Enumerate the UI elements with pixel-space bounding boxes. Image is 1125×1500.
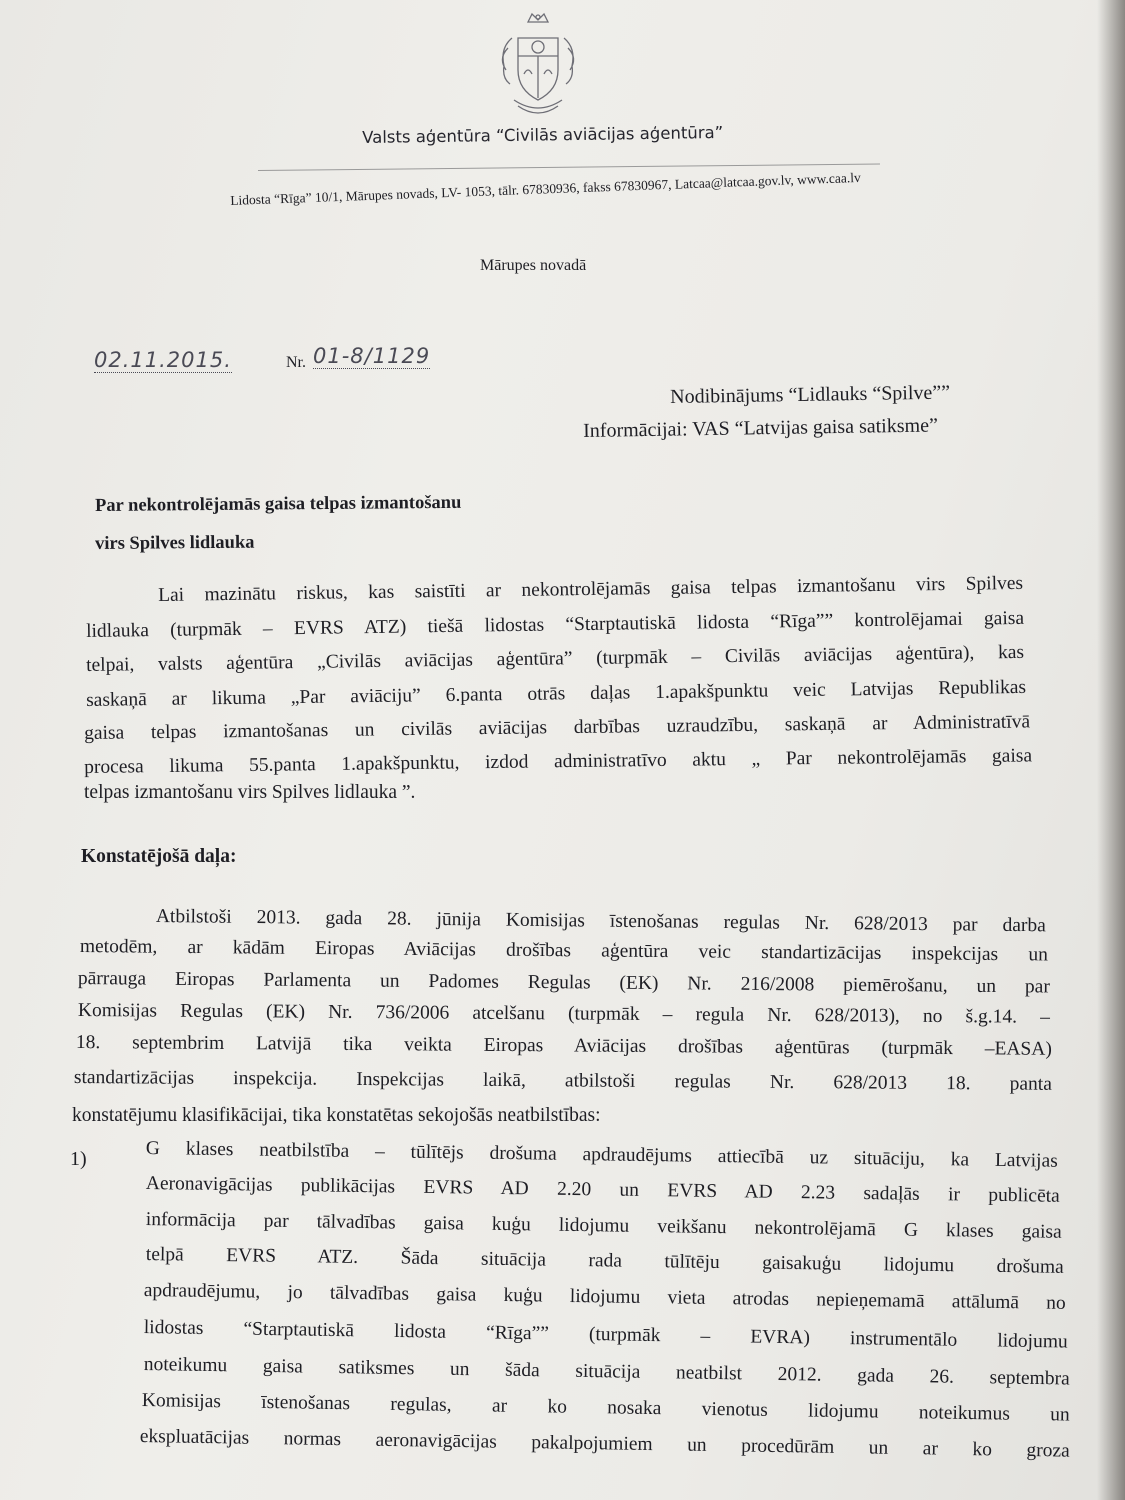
item-line: ekspluatācijas normas aeronavigācijas pakalpojumiem un procedūrām un ar ko groza: [139, 1426, 1070, 1462]
list-item-number: 1): [70, 1148, 87, 1170]
item-line: Aeronavigācijas publikācijas EVRS AD 2.20 un EVRS AD 2.23 sadaļās ir publicēta: [145, 1173, 1060, 1207]
recipient: Nodibinājums “Lidlauks “Spilve””: [670, 381, 951, 408]
item-line: telpā EVRS ATZ. Šāda situācija rada tūlītēju gaisakuģu lidojumu drošuma: [145, 1244, 1064, 1278]
body-line: standartizācijas inspekcija. Inspekcijas laikā, atbilstoši regulas Nr. 628/2013 18. panta: [73, 1067, 1052, 1095]
agency-title: Valsts aģentūra “Civilās aviācijas aģentūra”: [362, 122, 724, 147]
body-line: metodēm, ar kādām Eiropas Aviācijas drošības aģentūra veic standartizācijas inspekcijas un: [79, 936, 1048, 966]
item-line: noteikumu gaisa satiksmes un šāda situācija neatbilst 2012. gada 26. septembra: [143, 1354, 1070, 1390]
info-recipient: Informācijai: VAS “Latvijas gaisa satiksme”: [583, 414, 939, 442]
body-line: Atbilstoši 2013. gada 28. jūnija Komisijas īstenošanas regulas Nr. 628/2013 par darba: [155, 906, 1046, 937]
handwritten-reference-number: 01-8/1129: [313, 344, 431, 368]
handwritten-date: 02.11.2015.: [94, 348, 232, 372]
agency-address: Lidosta “Rīga” 10/1, Mārupes novads, LV- 1053, tālr. 67830936, fakss 67830967, Latcaa@latcaa.gov.lv, www.caa.lv: [230, 169, 861, 208]
intro-line: Lai mazinātu riskus, kas saistīti ar nekontrolējamās gaisa telpas izmantošanu virs Spilves: [158, 572, 1024, 606]
intro-line: lidlauka (turpmāk – EVRS ATZ) tiešā lidostas “Starptautiskā lidosta “Rīga”” kontrolējamai gaisa: [86, 607, 1025, 642]
header-divider: [258, 163, 880, 171]
subject-line-1: Par nekontrolējamās gaisa telpas izmantošanu: [95, 492, 462, 516]
item-line: informācija par tālvadības gaisa kuģu lidojumu veikšanu nekontrolējamā G klases gaisa: [145, 1209, 1062, 1243]
intro-line: gaisa telpas izmantošanas un civilās aviācijas darbības uzraudzību, saskaņā ar Administratīvā: [84, 711, 1031, 744]
intro-line: saskaņā ar likuma „Par aviāciju” 6.panta otrās daļas 1.apakšpunktu veic Latvijas Republikas: [86, 676, 1027, 711]
body-line: Komisijas Regulas (EK) Nr. 736/2006 atcelšanu (turpmāk – regula Nr. 628/2013), no š.g.14. –: [77, 1000, 1050, 1028]
body-line: pārrauga Eiropas Parlamenta un Padomes Regulas (EK) Nr. 216/2008 piemērošanu, un par: [77, 968, 1050, 998]
item-line: apdraudējumu, jo tālvadības gaisa kuģu lidojumu vieta atrodas nepieņemamā attālumā no: [143, 1280, 1066, 1314]
subject-line-2: virs Spilves lidlauka: [95, 532, 255, 554]
item-line: lidostas “Starptautiskā lidosta “Rīga”” (turpmāk – EVRA) instrumentālo lidojumu: [143, 1317, 1068, 1353]
coat-of-arms-emblem: [488, 8, 588, 124]
section-title: Konstatējošā daļa:: [81, 846, 237, 867]
body-line: 18. septembrim Latvijā tika veikta Eiropas Aviācijas drošības aģentūras (turpmāk –EASA): [75, 1032, 1052, 1060]
item-line: G klases neatbilstība – tūlītējs drošuma apdraudējums attiecībā uz situāciju, ka Latvijas: [145, 1138, 1058, 1172]
reference-number-label: Nr.: [286, 354, 306, 371]
page-edge-shadow: [1097, 0, 1125, 1500]
intro-line: telpai, valsts aģentūra „Civilās aviācijas aģentūra” (turpmāk – Civilās aviācijas aģentūra), kas: [86, 641, 1025, 676]
body-line: konstatējumu klasifikācijai, tika konstatētas sekojošās neatbilstības:: [72, 1105, 601, 1126]
issue-place: Mārupes novadā: [480, 257, 587, 274]
intro-line: telpas izmantošanu virs Spilves lidlauka ”.: [84, 782, 416, 803]
item-line: Komisijas īstenošanas regulas, ar ko nosaka vienotus lidojumu noteikumus un: [141, 1390, 1070, 1426]
intro-line: procesa likuma 55.panta 1.apakšpunktu, izdod administratīvo aktu „ Par nekontrolējamās gaisa: [84, 745, 1033, 778]
